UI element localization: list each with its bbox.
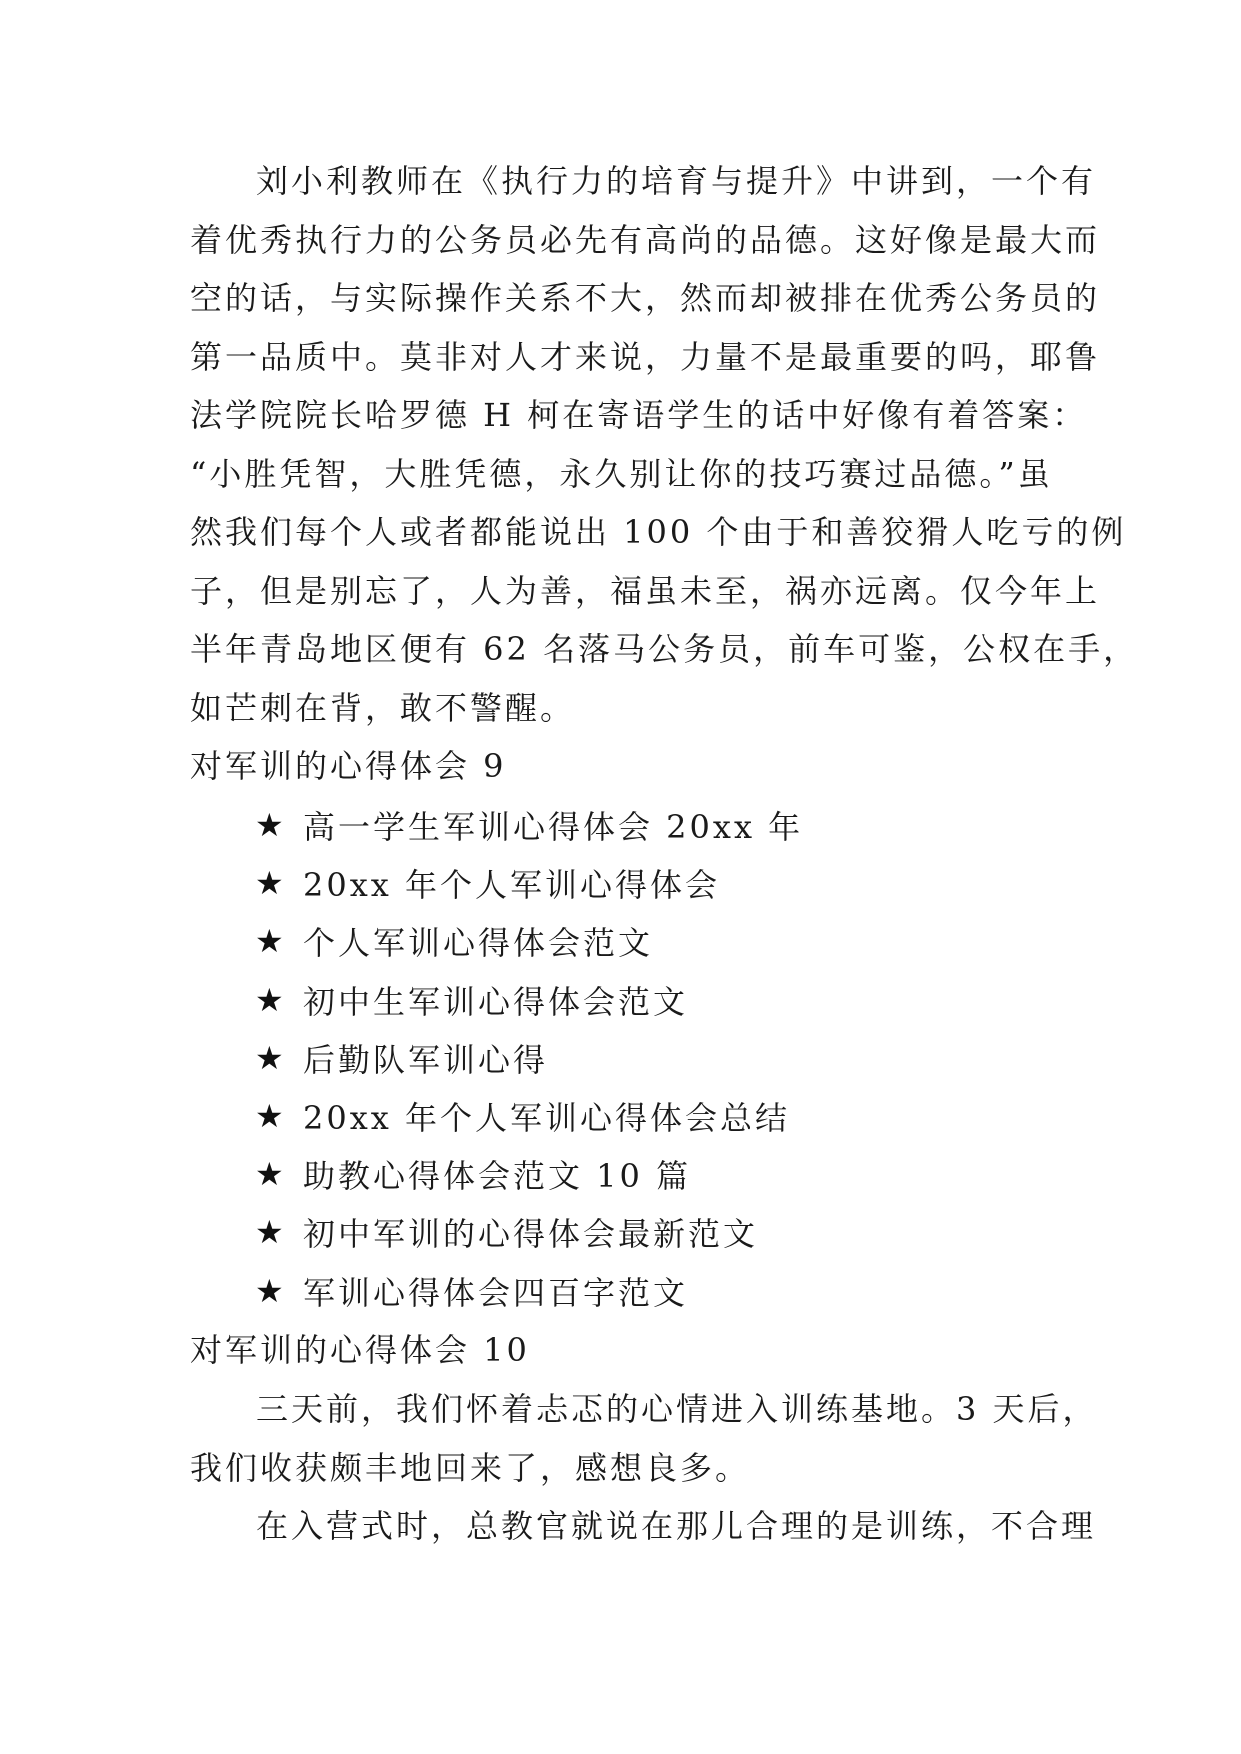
related-article-item[interactable]: [255, 1029, 803, 1087]
related-article-link[interactable]: 助教心得体会范文 10 篇: [303, 1157, 692, 1196]
related-article-link[interactable]: 初中军训的心得体会最新范文: [303, 1215, 759, 1254]
paragraph-line: 然我们每个人或者都能说出 100 个由于和善狡猾人吃亏的例: [190, 513, 1127, 551]
related-article-item[interactable]: [255, 854, 803, 912]
star-icon: ★: [255, 1213, 287, 1252]
paragraph-line: 空的话，与实际操作关系不大，然而却被排在优秀公务员的: [190, 279, 1101, 317]
star-icon: ★: [255, 980, 287, 1019]
paragraph-line: 子，但是别忘了，人为善，福虽未至，祸亦远离。仅今年上: [190, 571, 1101, 610]
paragraph-line: 半年青岛地区便有 62 名落马公务员，前车可鉴，公权在手，: [190, 630, 1139, 668]
paragraph-line: 在入营式时，总教官就说在那儿合理的是训练，不合理: [256, 1507, 1097, 1545]
related-article-item[interactable]: [255, 971, 803, 1029]
related-article-link[interactable]: 个人军训心得体会范文: [303, 924, 654, 963]
paragraph-line: 刘小利教师在《执行力的培育与提升》中讲到，一个有: [256, 162, 1097, 200]
paragraph-line: 如芒刺在背，敢不警醒。: [190, 688, 576, 727]
related-article-link[interactable]: 军训心得体会四百字范文: [303, 1273, 689, 1312]
related-article-link[interactable]: 20xx 年个人军训心得体会: [303, 866, 720, 905]
paragraph-training-intro: [190, 1380, 1098, 1497]
star-icon: ★: [255, 1155, 287, 1194]
paragraph-line: 第一品质中。莫非对人才来说，力量不是最重要的吗，耶鲁: [190, 337, 1101, 376]
related-article-item[interactable]: [255, 1145, 803, 1203]
paragraph-line: 我们收获颇丰地回来了，感想良多。: [190, 1448, 751, 1487]
star-icon: ★: [255, 1271, 287, 1310]
related-article-link[interactable]: 高一学生军训心得体会 20xx 年: [303, 808, 804, 847]
paragraph-execution-ethics: [190, 152, 1139, 737]
star-icon: ★: [255, 806, 287, 845]
paragraph-line: 法学院院长哈罗德 H 柯在寄语学生的话中好像有着答案：: [190, 396, 1088, 434]
related-article-item[interactable]: [255, 1262, 803, 1320]
paragraph-opening-ceremony: [190, 1497, 1097, 1556]
star-icon: ★: [255, 1097, 287, 1136]
star-icon: ★: [255, 864, 287, 903]
related-article-item[interactable]: [255, 796, 803, 854]
related-articles-list: [255, 796, 803, 1320]
paragraph-line: 三天前，我们怀着忐忑的心情进入训练基地。3 天后，: [256, 1390, 1098, 1428]
paragraph-line: “小胜凭智，大胜凭德，永久别让你的技巧赛过品德。”虽: [190, 454, 1053, 493]
section-heading-9: 对军训的心得体会 9: [190, 747, 507, 785]
related-article-item[interactable]: [255, 912, 803, 970]
related-article-link[interactable]: 20xx 年个人军训心得体会总结: [303, 1099, 790, 1138]
star-icon: ★: [255, 922, 287, 961]
related-article-link[interactable]: 初中生军训心得体会范文: [303, 982, 689, 1021]
star-icon: ★: [255, 1038, 287, 1077]
paragraph-line: 着优秀执行力的公务员必先有高尚的品德。这好像是最大而: [190, 220, 1101, 259]
related-article-link[interactable]: 后勤队军训心得: [303, 1040, 549, 1079]
related-article-item[interactable]: [255, 1087, 803, 1145]
section-heading-10: 对军训的心得体会 10: [190, 1331, 530, 1369]
related-article-item[interactable]: [255, 1203, 803, 1261]
